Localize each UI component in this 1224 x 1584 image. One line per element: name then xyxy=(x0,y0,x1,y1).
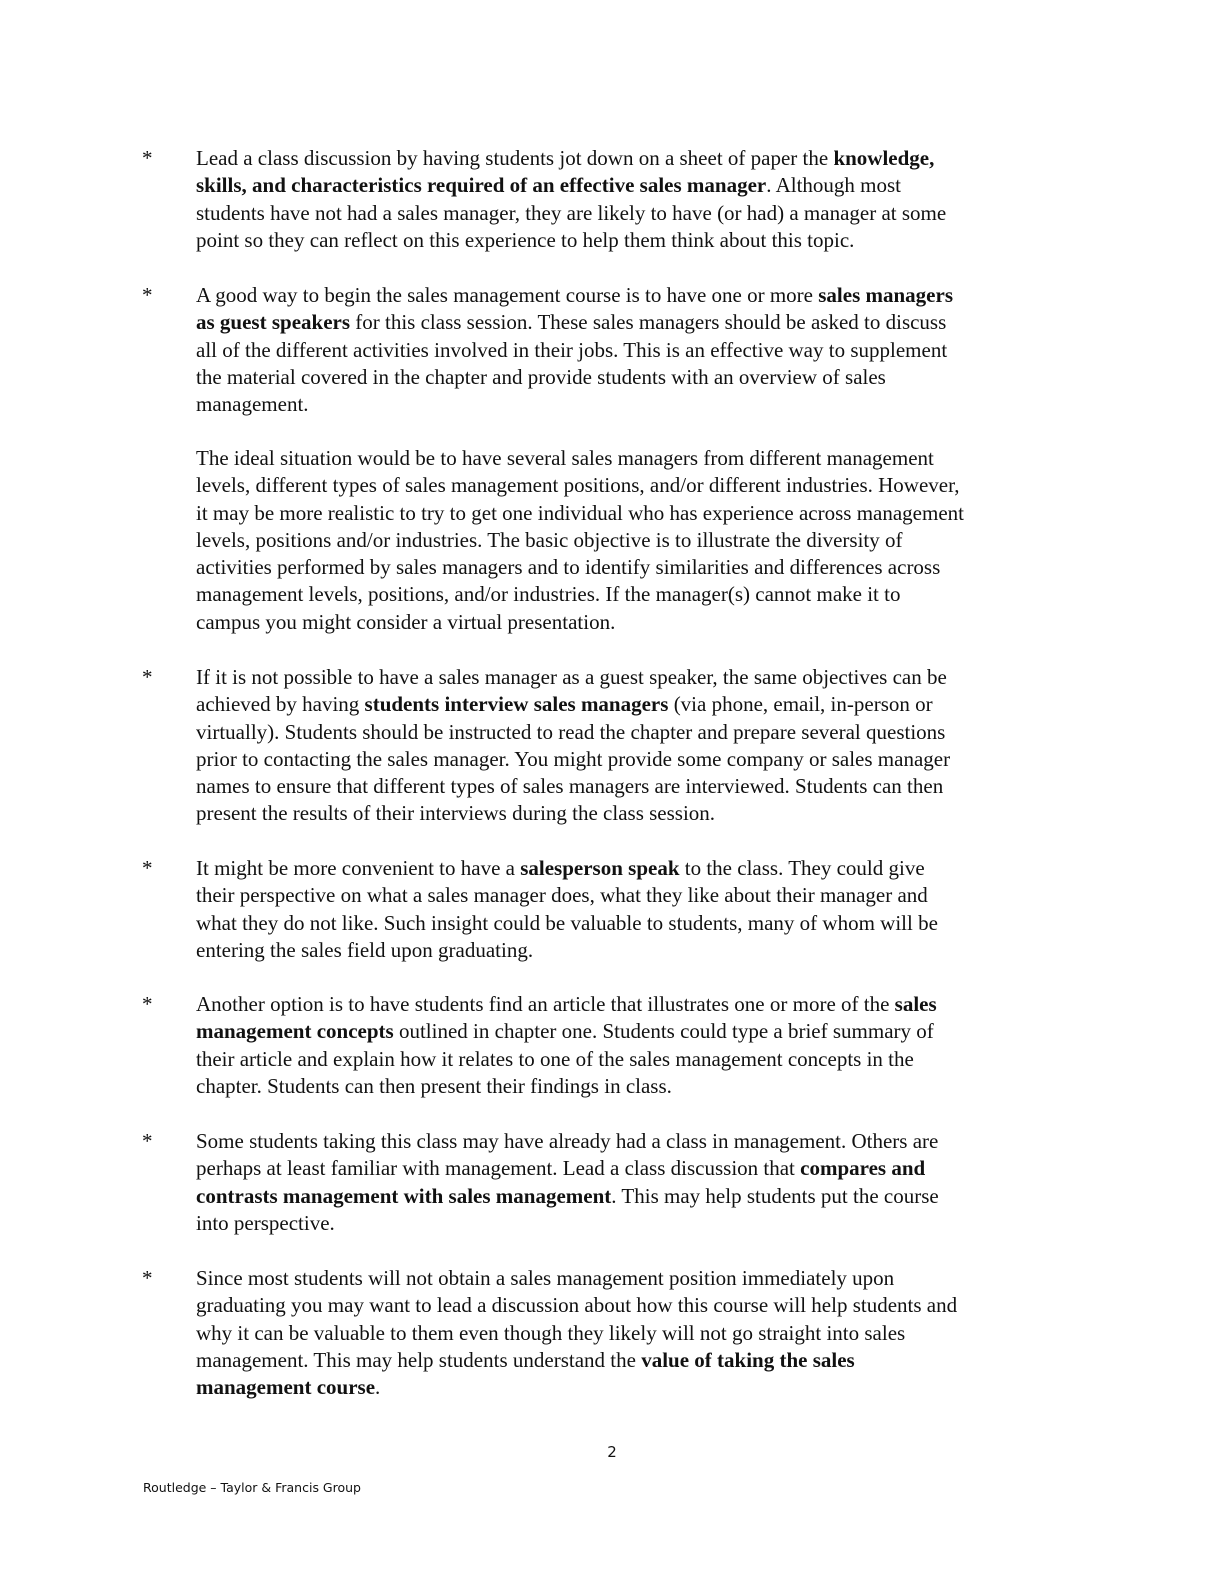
bullet-asterisk: * xyxy=(142,1129,153,1153)
bullet-paragraph xyxy=(196,1265,1076,1401)
bullet-paragraph xyxy=(196,855,1076,964)
text: Some students taking this class may have already had a class in management. Others are perhaps at least familiar with management. Lead a class discussion that xyxy=(196,1129,939,1181)
text: Lead a class discussion by having students jot down on a sheet of paper the xyxy=(196,146,834,170)
bold-text: sales management concepts xyxy=(196,992,937,1044)
bullet-paragraph xyxy=(196,282,1076,418)
bullet-paragraph xyxy=(196,1128,1076,1237)
bold-text: salesperson speak xyxy=(520,856,680,880)
text: . xyxy=(375,1375,381,1400)
bullet-asterisk: * xyxy=(142,146,153,170)
bold-text: students interview sales managers xyxy=(364,692,669,717)
text: It might be more convenient to have a xyxy=(196,856,521,880)
bullet-asterisk: * xyxy=(142,283,153,307)
bold-text: value of taking the sales management course xyxy=(196,1347,855,1400)
paragraph xyxy=(196,445,1076,636)
bullet-paragraph xyxy=(196,991,1076,1100)
bold-text: sales managers as guest speakers xyxy=(196,283,953,335)
text: Since most students will not obtain a sales management position immediately upon graduating you may want to lead a discussion about how this course will help students and why it can be valuable to them even though they likely will not go straight into sales management. This may help students understand the xyxy=(196,1266,958,1372)
text: for this class session. These sales managers should be asked to discuss all of the different activities involved in their jobs. This is an effective way to supplement the material covered in the chapter and provide students with an overview of sales management. xyxy=(196,310,948,417)
text: . Although most students have not had a sales manager, they are likely to have (or had) a manager at some point so they can reflect on this experience to help them think about this topic. xyxy=(196,173,947,252)
bullet-paragraph xyxy=(196,664,1076,828)
text: to the class. They could give their perspective on what a sales manager does, what they like about their manager and what they do not like. Such insight could be valuable to students, many of whom will be entering the sales field upon graduating. xyxy=(196,856,938,962)
text: . This may help students put the course into perspective. xyxy=(196,1183,939,1235)
text: outlined in chapter one. Students could type a brief summary of their article and explain how it relates to one of the sales management concepts in the chapter. Students can then present their findings in class. xyxy=(196,1019,934,1098)
page-number: 2 xyxy=(607,1443,617,1461)
text: If it is not possible to have a sales manager as a guest speaker, the same objectives can be achieved by having xyxy=(196,665,947,717)
bullet-asterisk: * xyxy=(142,856,153,880)
text: (via phone, email, in-person or virtually). Students should be instructed to read the chapter and prepare several questions prior to contacting the sales manager. You might provide some company or sales manager names to ensure that different types of sales managers are interviewed. Students can then present the results of their interviews during the class session. xyxy=(196,692,951,826)
bullet-asterisk: * xyxy=(142,665,153,689)
bullet-asterisk: * xyxy=(142,1266,153,1290)
bold-text: knowledge, skills, and characteristics required of an effective sales manager xyxy=(196,146,935,198)
text: Another option is to have students find an article that illustrates one or more of the xyxy=(196,992,895,1016)
bold-text: compares and contrasts management with sales management xyxy=(196,1156,926,1208)
text: A good way to begin the sales management course is to have one or more xyxy=(196,283,819,307)
bullet-paragraph xyxy=(196,145,1076,254)
text: The ideal situation would be to have several sales managers from different management levels, different types of sales management positions, and/or different industries. However, it may be more realistic to try to get one individual who has experience across management levels, positions and/or industries. The basic objective is to illustrate the diversity of activities performed by sales managers and to identify similarities and differences across management levels, positions, and/or industries. If the manager(s) cannot make it to campus you might consider a virtual presentation. xyxy=(196,446,964,634)
bullet-asterisk: * xyxy=(142,992,153,1016)
footer-publisher: Routledge – Taylor & Francis Group xyxy=(143,1480,361,1495)
